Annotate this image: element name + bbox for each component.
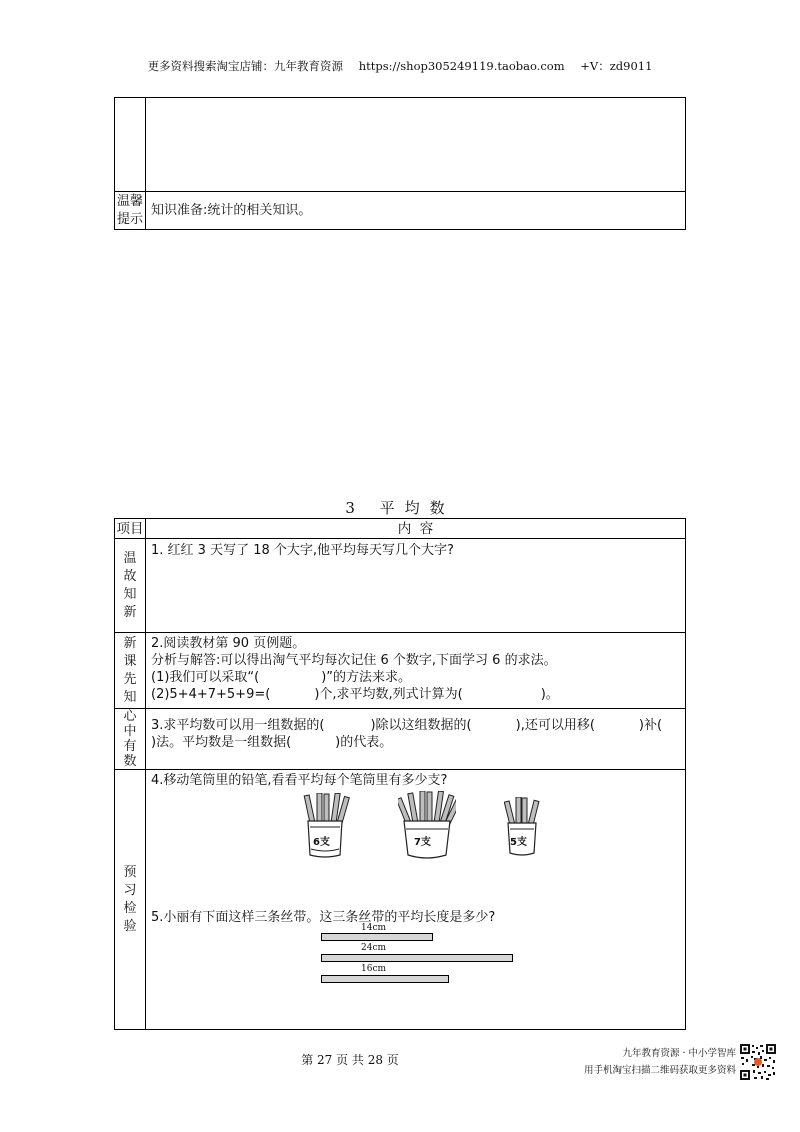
mind-line-2 xyxy=(146,734,685,751)
mind-label-cell xyxy=(115,709,146,770)
cup-1-label: 6支 xyxy=(313,837,330,848)
preview-line-3-end: )”的方法来求。 xyxy=(321,670,412,685)
review-label: 温故知新 xyxy=(123,550,137,620)
col-header-item: 项目 xyxy=(116,520,144,537)
tip-label-cell xyxy=(115,192,146,230)
header-shop: 更多资料搜索淘宝店铺：九年教育资源 xyxy=(147,59,344,73)
check-content-cell xyxy=(146,770,686,1030)
check-label-cell xyxy=(115,770,146,1030)
mind-line-2-b: )的代表。 xyxy=(335,735,393,750)
pencil-cup-1 xyxy=(300,793,350,859)
ribbon-3-label: 16cm xyxy=(361,964,387,974)
ribbon-2-label: 24cm xyxy=(361,943,387,953)
top-table-empty-content xyxy=(146,98,686,192)
preview-label: 新课先知 xyxy=(123,635,137,705)
review-label-cell xyxy=(115,539,146,633)
review-question: 1. 红红 3 天写了 18 个大字,他平均每天写几个大字? xyxy=(151,543,454,558)
mind-line-1-a: 3.求平均数可以用一组数据的( xyxy=(151,718,325,733)
ribbons xyxy=(146,923,685,996)
footer-brand-line-2: 用手机淘宝扫描二维码获取更多资料 xyxy=(583,1065,736,1076)
check-question-5: 5.小丽有下面这样三条丝带。这三条丝带的平均长度是多少? xyxy=(151,910,496,925)
mind-content-cell xyxy=(146,709,686,770)
ribbon-3 xyxy=(321,975,449,983)
cup-2-label: 7支 xyxy=(414,837,431,848)
preview-line-3-start: (1)我们可以采取“( xyxy=(151,670,260,685)
preview-line-4-start: (2)5+4+7+5+9=( xyxy=(151,687,271,702)
mind-line-1-b: )除以这组数据的( xyxy=(370,718,472,733)
check-label: 预习检验 xyxy=(123,864,137,934)
ribbon-1 xyxy=(321,933,433,941)
header-url[interactable]: https://shop305249119.taobao.com xyxy=(358,59,565,73)
page-header xyxy=(0,58,800,74)
ribbon-1-label: 14cm xyxy=(361,923,387,933)
preview-line-2: 分析与解答:可以得出淘气平均每次记住 6 个数字,下面学习 6 的求法。 xyxy=(151,653,557,668)
ribbon-2 xyxy=(321,954,513,962)
preview-line-4-mid: )个,求平均数,列式计算为( xyxy=(314,687,463,702)
pencil-cup-2 xyxy=(398,791,456,861)
preview-content-cell xyxy=(146,633,686,709)
cup-3-label: 5支 xyxy=(510,837,527,848)
preview-line-4 xyxy=(146,686,685,703)
footer-brand-line-1: 九年教育资源 · 中小学智库 xyxy=(622,1048,736,1059)
mind-line-1 xyxy=(146,717,685,734)
mind-line-1-c: ),还可以用移( xyxy=(515,718,595,733)
check-question-4: 4.移动笔筒里的铅笔,看看平均每个笔筒里有多少支? xyxy=(151,773,448,788)
tip-label: 温馨提示 xyxy=(116,193,143,227)
header-contact: +V：zd9011 xyxy=(580,59,653,73)
tip-content-cell xyxy=(146,192,686,230)
mind-label: 心中有数 xyxy=(123,709,137,769)
top-table-empty-label xyxy=(115,98,146,192)
top-table xyxy=(114,97,686,230)
tip-text: 知识准备:统计的相关知识。 xyxy=(151,202,312,218)
col-header-content: 内 容 xyxy=(146,519,686,539)
preview-line-4-end: )。 xyxy=(540,687,559,702)
qr-code-icon[interactable] xyxy=(739,1043,777,1081)
page-number: 第 27 页 共 28 页 xyxy=(301,1053,399,1067)
pencil-cups xyxy=(146,789,685,899)
main-table xyxy=(114,518,686,1030)
review-content-cell xyxy=(146,539,686,633)
mind-line-1-d: )补( xyxy=(638,718,663,733)
section-title: 3 平均数 xyxy=(345,499,455,517)
footer-brand xyxy=(566,1045,736,1079)
pencil-cup-3 xyxy=(504,797,540,857)
preview-line-3 xyxy=(146,669,685,686)
preview-label-cell xyxy=(115,633,146,709)
mind-line-2-a: )法。平均数是一组数据( xyxy=(151,735,292,750)
preview-line-1: 2.阅读教材第 90 页例题。 xyxy=(151,636,306,651)
